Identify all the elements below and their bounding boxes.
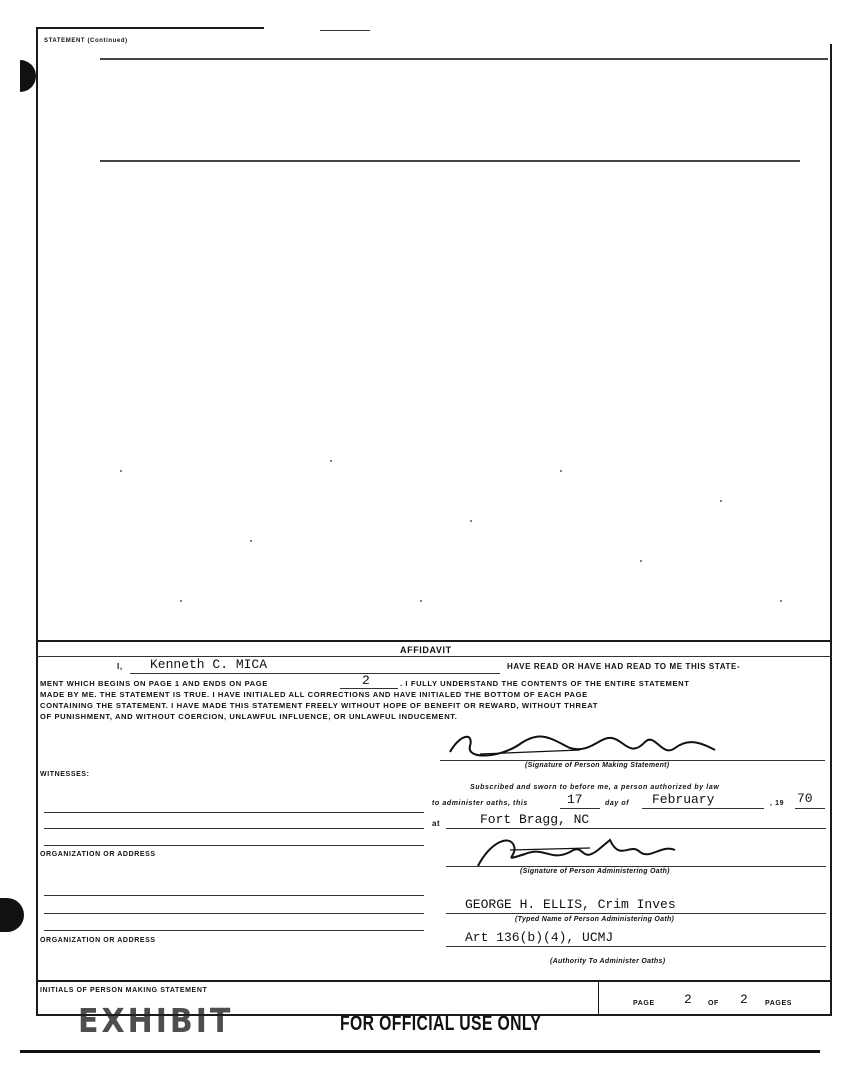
footer-rule <box>20 1050 820 1053</box>
affiant-signature-caption: (Signature of Person Making Statement) <box>525 762 670 769</box>
scan-speck <box>120 470 122 472</box>
initials-divider <box>598 982 599 1016</box>
day-line <box>560 808 600 809</box>
witness-line-6 <box>44 930 424 931</box>
scan-speck <box>330 460 332 462</box>
year-line <box>795 808 825 809</box>
affiant-signature-line <box>440 760 825 761</box>
left-border <box>36 27 38 1015</box>
admin-name-line <box>446 913 826 914</box>
statement-line-2 <box>100 160 800 162</box>
scan-speck <box>420 600 422 602</box>
witness-line-2 <box>44 828 424 829</box>
scan-speck <box>780 600 782 602</box>
affidavit-i-label: I, <box>117 662 123 671</box>
affidavit-end-page: 2 <box>362 673 370 688</box>
month-line <box>642 808 764 809</box>
affidavit-line5: OF PUNISHMENT, AND WITHOUT COERCION, UNLAWFUL INFLUENCE, OR UNLAWFUL INDUCEMENT. <box>40 712 458 721</box>
page-label: PAGE <box>633 1000 655 1007</box>
sworn-month: February <box>652 792 715 807</box>
org-label-2: ORGANIZATION OR ADDRESS <box>40 937 156 944</box>
authority-line <box>446 946 826 947</box>
affidavit-line3: MADE BY ME. THE STATEMENT IS TRUE. I HAVE INITIALED ALL CORRECTIONS AND HAVE INITIALED THE BOTTOM OF EACH PAGE <box>40 690 588 699</box>
top-border-right <box>320 30 370 31</box>
sworn-day-of: day of <box>605 800 630 807</box>
affidavit-line2-head: MENT WHICH BEGINS ON PAGE 1 AND ENDS ON PAGE <box>40 679 268 688</box>
admin-signature-caption: (Signature of Person Administering Oath) <box>520 868 670 875</box>
admin-typed-name: GEORGE H. ELLIS, Crim Inves <box>465 897 676 912</box>
witnesses-label: WITNESSES: <box>40 771 90 778</box>
scan-speck <box>720 500 722 502</box>
sworn-day: 17 <box>567 792 583 807</box>
sworn-year: 70 <box>797 791 813 806</box>
page-current: 2 <box>684 992 692 1007</box>
sworn-line1: Subscribed and sworn to before me, a person authorized by law <box>470 784 720 791</box>
affiant-name: Kenneth C. MICA <box>150 657 268 672</box>
place-line <box>446 828 826 829</box>
footer-official-use: FOR OFFICIAL USE ONLY <box>340 1012 542 1035</box>
punch-hole-bottom <box>0 898 24 932</box>
affidavit-line2-tail: . I FULLY UNDERSTAND THE CONTENTS OF THE ENTIRE STATEMENT <box>400 679 690 688</box>
affiant-signature <box>440 728 730 764</box>
witness-line-1 <box>44 812 424 813</box>
affidavit-line1-tail: HAVE READ OR HAVE HAD READ TO ME THIS STATE- <box>507 662 741 671</box>
witness-line-5 <box>44 913 424 914</box>
sworn-year-prefix: , 19 <box>770 800 785 807</box>
affiant-name-line <box>130 673 500 674</box>
witness-line-4 <box>44 895 424 896</box>
scan-speck <box>470 520 472 522</box>
sworn-line2-head: to administer oaths, this <box>432 800 528 807</box>
sworn-at-label: at <box>432 819 441 828</box>
top-border <box>36 27 264 29</box>
punch-hole-top <box>20 60 36 92</box>
admin-signature-line <box>446 866 826 867</box>
pages-label: PAGES <box>765 1000 792 1007</box>
right-border <box>830 44 832 1016</box>
witness-line-3 <box>44 845 424 846</box>
affidavit-line4: CONTAINING THE STATEMENT. I HAVE MADE THIS STATEMENT FREELY WITHOUT HOPE OF BENEFIT OR REWARD, WITHOUT THREAT <box>40 701 598 710</box>
initials-label: INITIALS OF PERSON MAKING STATEMENT <box>40 987 208 994</box>
affidavit-title: AFFIDAVIT <box>400 645 452 655</box>
authority: Art 136(b)(4), UCMJ <box>465 930 614 945</box>
scan-speck <box>180 600 182 602</box>
org-label-1: ORGANIZATION OR ADDRESS <box>40 851 156 858</box>
affidavit-top-rule <box>36 640 832 642</box>
exhibit-stamp: EXHIBIT <box>78 1002 234 1041</box>
end-page-line <box>340 688 398 689</box>
admin-name-caption: (Typed Name of Person Administering Oath) <box>515 916 675 923</box>
scan-speck <box>560 470 562 472</box>
scan-speck <box>640 560 642 562</box>
initials-top-rule <box>36 980 832 982</box>
statement-header: STATEMENT (Continued) <box>44 38 128 44</box>
page-of-label: OF <box>708 1000 719 1007</box>
scan-speck <box>250 540 252 542</box>
authority-caption: (Authority To Administer Oaths) <box>550 958 666 965</box>
sworn-place: Fort Bragg, NC <box>480 812 590 827</box>
page-total: 2 <box>740 992 748 1007</box>
statement-line-1 <box>100 58 828 60</box>
